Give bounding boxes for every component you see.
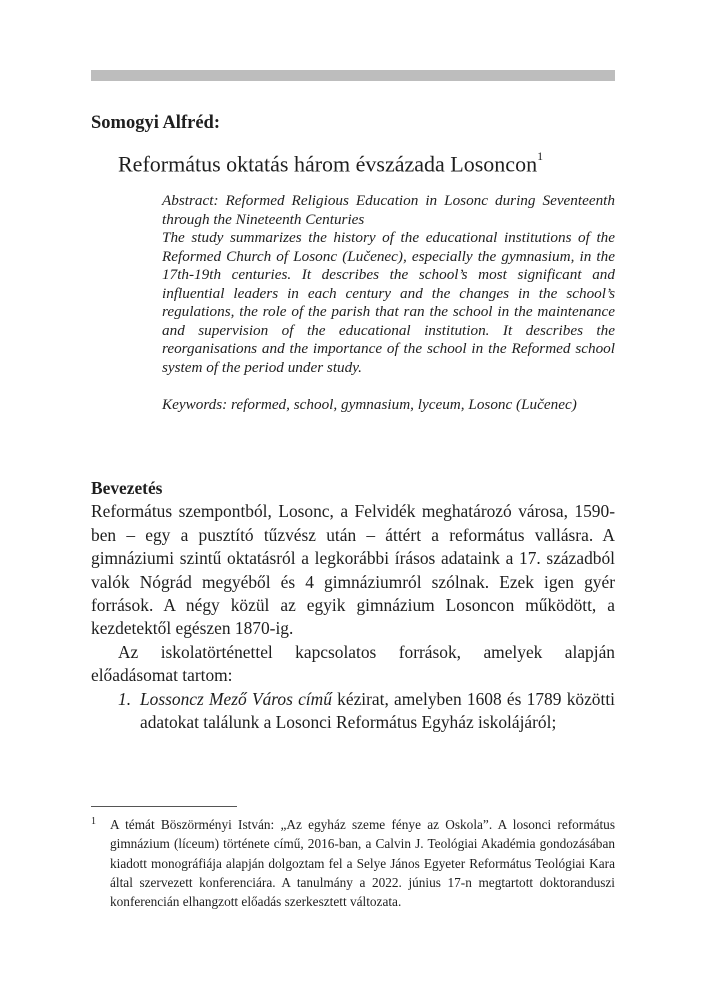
abstract xyxy=(162,192,615,415)
list-item-text: kézirat, amelyben 1608 és 1789 közötti adatokat találunk a Losonci Református Egyház iskolájáról; xyxy=(140,688,615,733)
section-heading: Bevezetés xyxy=(91,478,163,498)
footnote-rule xyxy=(91,806,237,807)
main-text xyxy=(91,477,615,734)
paragraph-2: Az iskolatörténettel kapcsolatos források, amelyek alapján előadásomat tartom: xyxy=(91,641,615,686)
article-title xyxy=(118,144,618,179)
source-list xyxy=(91,688,615,735)
abstract-title: Abstract: Reformed Religious Education in Losonc during Seventeenth through the Nineteenth Centuries xyxy=(162,192,615,228)
title-text: Református oktatás három évszázada Losoncon xyxy=(118,151,538,177)
footnote xyxy=(91,815,615,911)
list-item xyxy=(91,688,615,735)
title-footnote-mark: 1 xyxy=(537,149,544,163)
header-rule xyxy=(91,70,615,81)
paragraph-1: Református szempontból, Losonc, a Felvidék meghatározó városa, 1590-ben – egy a pusztító tűzvész után – áttért a református vallásra. A gimnáziumi szintű oktatásról a legkorábbi írásos adataink a 17. századból valók Nógrád megyéből és 4 gimnáziumról szólnak. Ezek igen gyér források. A négy közül az egyik gimnázium Losoncon működött, a kezdetektől egészen 1870-ig. xyxy=(91,501,615,639)
keywords: Keywords: reformed, school, gymnasium, lyceum, Losonc (Lučenec) xyxy=(162,396,577,414)
footnote-mark: 1 xyxy=(91,816,96,827)
abstract-text: The study summarizes the history of the educational institutions of the Reformed Church of Losonc (Lučenec), especially the gymnasium, in the 17th-19th centuries. It describes the school’s most significant and influential leaders in each century and the changes in the school’s regulations, the role of the parish that ran the school in the maintenance and supervision of the educational institution. It describes the reorganisations and the importance of the school in the Reformed school system of the period under study. xyxy=(162,229,615,376)
footnote-text: A témát Böszörményi István: „Az egyház szeme fénye az Oskola”. A losonci református gimnázium (líceum) története című, 2016-ban, a Calvin J. Teológiai Akadémia gondozásában kiadott monográfiája alapján dolgoztam fel a Selye János Egyeter Református Teológiai Kara által szervezett konferenciára. A tanulmány a 2022. június 17-n megtartott doktoranduszi konferencián elhangzott előadás szerkesztett változata. xyxy=(110,817,615,910)
author-name: Somogyi Alfréd: xyxy=(91,113,220,133)
list-item-number: 1. xyxy=(118,688,132,709)
list-item-title: Lossoncz Mező Város című xyxy=(140,688,332,709)
